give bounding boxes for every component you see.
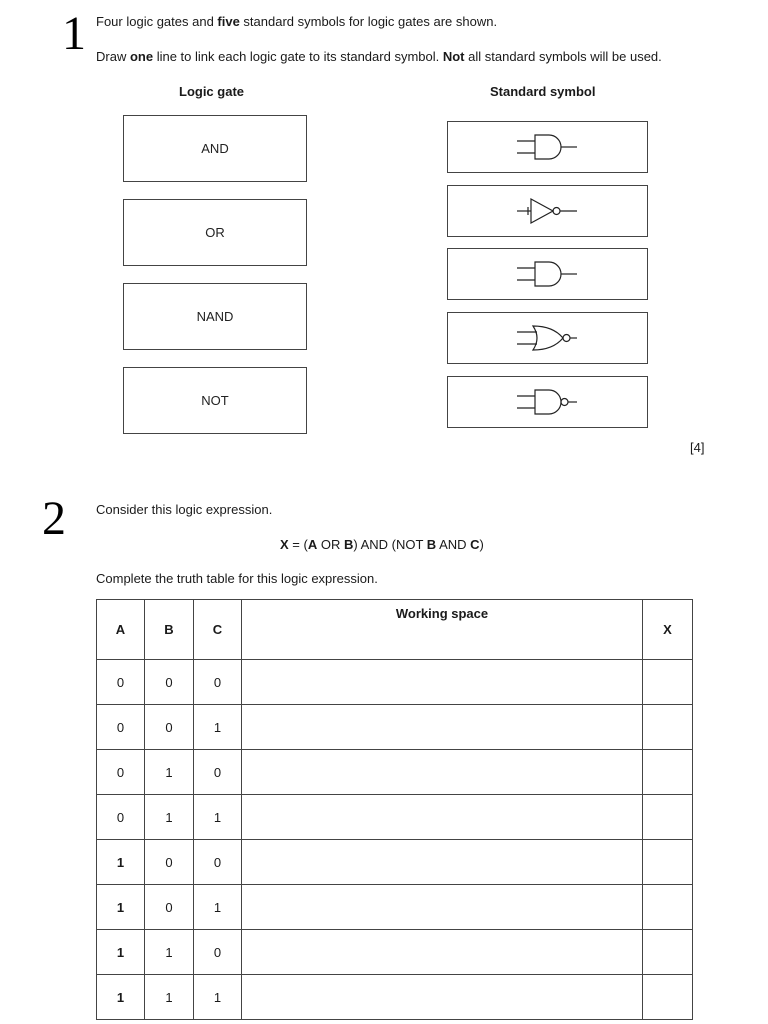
symbol-box-2[interactable]	[447, 185, 648, 237]
symbol-box-1[interactable]	[447, 121, 648, 173]
gate-box-and[interactable]	[123, 115, 307, 182]
working-space-cell[interactable]	[242, 840, 643, 885]
nand-gate-icon	[513, 387, 583, 417]
header-x: X	[643, 600, 693, 660]
q1-instr-part-0: Draw	[96, 49, 130, 64]
cell-c: 1	[194, 975, 242, 1020]
cell-b: 0	[145, 705, 194, 750]
standard-symbol-heading: Standard symbol	[490, 84, 596, 99]
working-space-cell[interactable]	[242, 660, 643, 705]
table-row	[97, 795, 693, 840]
gate-label-and: AND	[201, 141, 229, 156]
gate-label-not: NOT	[201, 393, 229, 408]
cell-a: 0	[97, 750, 145, 795]
q1-intro-part-1: five	[217, 14, 240, 29]
logic-gate-heading: Logic gate	[179, 84, 245, 99]
x-answer-cell[interactable]	[643, 660, 693, 705]
not-gate-icon	[513, 196, 583, 226]
gate-label-or: OR	[205, 225, 225, 240]
cell-a: 1	[97, 930, 145, 975]
cell-a: 1	[97, 885, 145, 930]
cell-a: 0	[97, 705, 145, 750]
working-space-cell[interactable]	[242, 750, 643, 795]
x-answer-cell[interactable]	[643, 930, 693, 975]
gate-box-not[interactable]	[123, 367, 307, 434]
cell-b: 1	[145, 750, 194, 795]
x-answer-cell[interactable]	[643, 705, 693, 750]
cell-a: 1	[97, 975, 145, 1020]
expr-part-6: B	[426, 537, 437, 552]
question-number-2: 2	[42, 492, 66, 545]
q2-intro: Consider this logic expression.	[96, 502, 273, 517]
expr-part-4: B	[343, 537, 354, 552]
q1-instr-part-1: one	[129, 49, 154, 64]
q1-intro	[96, 14, 497, 30]
x-answer-cell[interactable]	[643, 840, 693, 885]
header-b: B	[145, 600, 194, 660]
x-answer-cell[interactable]	[643, 750, 693, 795]
expr-part-5: ) AND (NOT	[353, 537, 427, 552]
cell-a: 1	[97, 840, 145, 885]
cell-a: 0	[97, 795, 145, 840]
header-c: C	[194, 600, 242, 660]
and-gate-icon	[513, 132, 583, 162]
expr-part-7: AND	[436, 537, 471, 552]
q2-expression	[280, 537, 484, 553]
expr-part-9: )	[479, 537, 484, 552]
question-number-1: 1	[62, 7, 86, 60]
cell-c: 1	[194, 885, 242, 930]
cell-b: 0	[145, 660, 194, 705]
q1-instr-part-4: all standard symbols will be used.	[464, 49, 662, 64]
header-working-space: Working space	[242, 600, 643, 660]
q1-instr-part-2: line to link each logic gate to its standard symbol.	[153, 49, 443, 64]
gate-label-nand: NAND	[196, 309, 234, 324]
q1-instr-part-3: Not	[442, 49, 465, 64]
expr-part-0: X	[280, 537, 289, 552]
working-space-cell[interactable]	[242, 930, 643, 975]
x-answer-cell[interactable]	[643, 975, 693, 1020]
symbol-box-3[interactable]	[447, 248, 648, 300]
working-space-cell[interactable]	[242, 975, 643, 1020]
x-answer-cell[interactable]	[643, 885, 693, 930]
cell-a: 0	[97, 660, 145, 705]
cell-c: 0	[194, 840, 242, 885]
cell-b: 0	[145, 840, 194, 885]
and-gate-icon	[513, 259, 583, 289]
cell-b: 1	[145, 795, 194, 840]
table-row	[97, 840, 693, 885]
expr-part-8: C	[470, 537, 480, 552]
expr-part-2: A	[307, 537, 318, 552]
table-row	[97, 705, 693, 750]
q1-intro-part-2: standard symbols for logic gates are shown.	[239, 14, 498, 29]
cell-c: 1	[194, 705, 242, 750]
cell-c: 0	[194, 930, 242, 975]
gate-box-or[interactable]	[123, 199, 307, 266]
cell-c: 0	[194, 750, 242, 795]
table-row	[97, 930, 693, 975]
table-row	[97, 660, 693, 705]
truth-table-header-row	[97, 600, 693, 660]
truth-table	[96, 599, 693, 1020]
gate-box-nand[interactable]	[123, 283, 307, 350]
cell-c: 1	[194, 795, 242, 840]
nor-gate-icon	[513, 323, 583, 353]
symbol-box-4[interactable]	[447, 312, 648, 364]
cell-b: 0	[145, 885, 194, 930]
expr-part-3: OR	[317, 537, 344, 552]
q1-intro-part-0: Four logic gates and	[96, 14, 218, 29]
cell-b: 1	[145, 975, 194, 1020]
x-answer-cell[interactable]	[643, 795, 693, 840]
cell-c: 0	[194, 660, 242, 705]
header-a: A	[97, 600, 145, 660]
cell-b: 1	[145, 930, 194, 975]
q1-instruction	[96, 49, 662, 65]
table-row	[97, 750, 693, 795]
working-space-cell[interactable]	[242, 885, 643, 930]
table-row	[97, 975, 693, 1020]
table-row	[97, 885, 693, 930]
symbol-box-5[interactable]	[447, 376, 648, 428]
working-space-cell[interactable]	[242, 795, 643, 840]
q2-instruction: Complete the truth table for this logic expression.	[96, 571, 378, 586]
working-space-cell[interactable]	[242, 705, 643, 750]
expr-part-1: = (	[288, 537, 308, 552]
q1-marks: [4]	[690, 440, 705, 455]
